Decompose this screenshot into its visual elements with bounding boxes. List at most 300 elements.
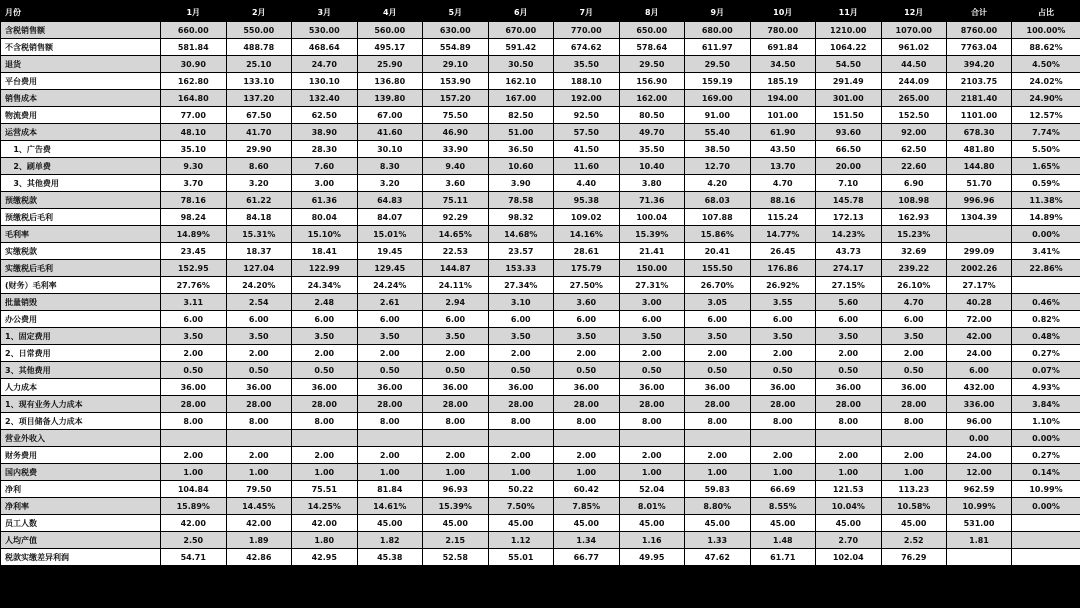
row-label-cell: 毛利率 xyxy=(1,226,161,243)
table-cell: 35.50 xyxy=(619,141,685,158)
table-cell: 2.00 xyxy=(619,345,685,362)
table-cell: 2.00 xyxy=(357,447,423,464)
table-cell: 61.90 xyxy=(750,124,816,141)
table-cell: 36.00 xyxy=(226,379,292,396)
table-cell: 101.00 xyxy=(750,107,816,124)
table-cell: 41.60 xyxy=(357,124,423,141)
table-cell: 1.00 xyxy=(685,464,751,481)
table-cell: 14.45% xyxy=(226,498,292,515)
table-cell: 15.31% xyxy=(226,226,292,243)
table-cell: 15.23% xyxy=(881,226,947,243)
table-row xyxy=(1,549,1080,566)
table-cell: 132.40 xyxy=(292,90,358,107)
header-cell: 4月 xyxy=(357,3,423,22)
table-cell: 66.50 xyxy=(816,141,882,158)
row-label-cell: 3、其他费用 xyxy=(1,362,161,379)
table-cell: 45.00 xyxy=(816,515,882,532)
table-row xyxy=(1,464,1080,481)
table-cell: 8.00 xyxy=(226,413,292,430)
table-cell xyxy=(226,430,292,447)
table-cell: 155.50 xyxy=(685,260,751,277)
table-cell: 26.92% xyxy=(750,277,816,294)
table-cell: 3.50 xyxy=(750,328,816,345)
table-cell: 28.00 xyxy=(357,396,423,413)
table-cell xyxy=(357,430,423,447)
header-cell: 7月 xyxy=(554,3,620,22)
table-cell: 1.00 xyxy=(292,464,358,481)
table-cell xyxy=(1012,277,1080,294)
table-cell: 30.90 xyxy=(161,56,227,73)
table-cell: 8760.00 xyxy=(947,22,1012,39)
table-cell: 2.61 xyxy=(357,294,423,311)
table-cell: 129.45 xyxy=(357,260,423,277)
table-cell: 78.16 xyxy=(161,192,227,209)
table-row xyxy=(1,141,1080,158)
header-cell: 占比 xyxy=(1012,3,1080,22)
row-label-cell: 净利率 xyxy=(1,498,161,515)
table-cell: 9.40 xyxy=(423,158,489,175)
row-label-cell: 财务费用 xyxy=(1,447,161,464)
row-label-cell: 2、刷单费 xyxy=(1,158,161,175)
table-cell: 301.00 xyxy=(816,90,882,107)
row-label-cell: 退货 xyxy=(1,56,161,73)
table-cell: 674.62 xyxy=(554,39,620,56)
table-cell: 185.19 xyxy=(750,73,816,90)
row-label-cell: 营业外收入 xyxy=(1,430,161,447)
table-cell: 15.86% xyxy=(685,226,751,243)
table-cell: 188.10 xyxy=(554,73,620,90)
table-cell: 167.00 xyxy=(488,90,554,107)
table-cell: 0.46% xyxy=(1012,294,1080,311)
table-cell: 36.00 xyxy=(750,379,816,396)
table-cell: 23.45 xyxy=(161,243,227,260)
table-cell: 29.50 xyxy=(685,56,751,73)
table-cell: 25.90 xyxy=(357,56,423,73)
table-cell: 50.22 xyxy=(488,481,554,498)
table-cell: 0.27% xyxy=(1012,447,1080,464)
table-cell: 13.70 xyxy=(750,158,816,175)
table-cell: 139.80 xyxy=(357,90,423,107)
table-cell: 194.00 xyxy=(750,90,816,107)
table-cell: 49.70 xyxy=(619,124,685,141)
table-cell: 7.74% xyxy=(1012,124,1080,141)
table-cell: 14.77% xyxy=(750,226,816,243)
table-cell: 10.60 xyxy=(488,158,554,175)
table-cell: 100.00% xyxy=(1012,22,1080,39)
table-cell: 1.65% xyxy=(1012,158,1080,175)
table-cell: 0.07% xyxy=(1012,362,1080,379)
table-cell xyxy=(1012,515,1080,532)
table-cell: 660.00 xyxy=(161,22,227,39)
table-cell: 24.00 xyxy=(947,345,1012,362)
table-row xyxy=(1,226,1080,243)
table-cell: 22.53 xyxy=(423,243,489,260)
header-cell: 10月 xyxy=(750,3,816,22)
table-cell: 6.00 xyxy=(226,311,292,328)
table-cell: 41.50 xyxy=(554,141,620,158)
table-cell: 28.00 xyxy=(554,396,620,413)
table-cell: 3.84% xyxy=(1012,396,1080,413)
row-label-cell: 员工人数 xyxy=(1,515,161,532)
table-cell: 0.00 xyxy=(947,430,1012,447)
table-cell: 54.50 xyxy=(816,56,882,73)
row-label-cell: 3、其他费用 xyxy=(1,175,161,192)
table-cell: 35.50 xyxy=(554,56,620,73)
table-cell: 84.07 xyxy=(357,209,423,226)
table-row xyxy=(1,107,1080,124)
table-cell: 2.00 xyxy=(226,345,292,362)
table-cell: 42.00 xyxy=(226,515,292,532)
table-cell xyxy=(750,430,816,447)
table-row xyxy=(1,379,1080,396)
table-cell: 29.10 xyxy=(423,56,489,73)
table-cell: 1210.00 xyxy=(816,22,882,39)
table-cell: 3.05 xyxy=(685,294,751,311)
table-cell: 961.02 xyxy=(881,39,947,56)
table-cell: 40.28 xyxy=(947,294,1012,311)
table-cell: 274.17 xyxy=(816,260,882,277)
table-cell: 88.16 xyxy=(750,192,816,209)
table-cell: 10.99% xyxy=(1012,481,1080,498)
table-row xyxy=(1,73,1080,90)
table-cell: 64.83 xyxy=(357,192,423,209)
table-cell: 0.50 xyxy=(881,362,947,379)
header-cell: 合计 xyxy=(947,3,1012,22)
table-cell: 47.62 xyxy=(685,549,751,566)
table-cell: 2103.75 xyxy=(947,73,1012,90)
table-cell: 678.30 xyxy=(947,124,1012,141)
table-cell: 14.65% xyxy=(423,226,489,243)
table-cell: 115.24 xyxy=(750,209,816,226)
table-cell: 3.11 xyxy=(161,294,227,311)
table-row xyxy=(1,158,1080,175)
row-label-cell: 平台费用 xyxy=(1,73,161,90)
table-cell: 26.10% xyxy=(881,277,947,294)
row-label-cell: 物流费用 xyxy=(1,107,161,124)
table-row xyxy=(1,532,1080,549)
table-cell: 55.40 xyxy=(685,124,751,141)
table-cell: 4.70 xyxy=(881,294,947,311)
row-label-cell: 人力成本 xyxy=(1,379,161,396)
table-cell: 5.60 xyxy=(816,294,882,311)
table-cell: 2.00 xyxy=(292,447,358,464)
table-cell: 2.15 xyxy=(423,532,489,549)
table-cell: 113.23 xyxy=(881,481,947,498)
table-cell: 1.00 xyxy=(357,464,423,481)
table-cell: 28.61 xyxy=(554,243,620,260)
table-cell: 1.16 xyxy=(619,532,685,549)
table-cell: 33.90 xyxy=(423,141,489,158)
table-cell xyxy=(423,430,489,447)
table-cell: 157.20 xyxy=(423,90,489,107)
table-cell: 26.45 xyxy=(750,243,816,260)
table-cell: 3.50 xyxy=(226,328,292,345)
table-cell: 8.00 xyxy=(554,413,620,430)
table-cell: 30.50 xyxy=(488,56,554,73)
table-cell: 2.00 xyxy=(161,447,227,464)
table-cell: 35.10 xyxy=(161,141,227,158)
table-cell: 0.27% xyxy=(1012,345,1080,362)
table-row xyxy=(1,124,1080,141)
table-cell: 77.00 xyxy=(161,107,227,124)
table-cell: 2.00 xyxy=(161,345,227,362)
table-cell: 75.51 xyxy=(292,481,358,498)
table-cell: 25.10 xyxy=(226,56,292,73)
table-cell: 27.76% xyxy=(161,277,227,294)
table-cell: 133.10 xyxy=(226,73,292,90)
table-row xyxy=(1,345,1080,362)
table-cell: 27.17% xyxy=(947,277,1012,294)
table-cell: 12.00 xyxy=(947,464,1012,481)
table-cell: 495.17 xyxy=(357,39,423,56)
table-cell: 10.40 xyxy=(619,158,685,175)
table-cell: 41.70 xyxy=(226,124,292,141)
table-cell: 3.50 xyxy=(816,328,882,345)
header-cell: 8月 xyxy=(619,3,685,22)
table-cell: 144.87 xyxy=(423,260,489,277)
table-cell: 1.00 xyxy=(423,464,489,481)
row-label-cell: 人均产值 xyxy=(1,532,161,549)
table-cell: 121.53 xyxy=(816,481,882,498)
table-cell: 1.00 xyxy=(226,464,292,481)
row-label-cell: 2、日常费用 xyxy=(1,345,161,362)
table-cell: 54.71 xyxy=(161,549,227,566)
table-cell: 2.48 xyxy=(292,294,358,311)
table-cell: 36.00 xyxy=(292,379,358,396)
table-cell: 153.33 xyxy=(488,260,554,277)
table-cell: 0.50 xyxy=(226,362,292,379)
table-cell: 3.60 xyxy=(423,175,489,192)
row-label-cell: 预缴税后毛利 xyxy=(1,209,161,226)
row-label-cell: 实缴税款 xyxy=(1,243,161,260)
table-cell: 22.60 xyxy=(881,158,947,175)
table-cell: 29.90 xyxy=(226,141,292,158)
table-cell: 30.10 xyxy=(357,141,423,158)
table-cell: 8.00 xyxy=(685,413,751,430)
table-cell: 28.30 xyxy=(292,141,358,158)
table-cell: 468.64 xyxy=(292,39,358,56)
table-cell: 36.00 xyxy=(685,379,751,396)
table-cell: 560.00 xyxy=(357,22,423,39)
table-cell: 44.50 xyxy=(881,56,947,73)
table-cell: 20.41 xyxy=(685,243,751,260)
table-cell: 6.00 xyxy=(357,311,423,328)
table-cell: 591.42 xyxy=(488,39,554,56)
table-cell: 0.50 xyxy=(488,362,554,379)
table-cell: 14.68% xyxy=(488,226,554,243)
table-cell: 26.70% xyxy=(685,277,751,294)
table-cell: 42.00 xyxy=(947,328,1012,345)
table-body xyxy=(1,22,1080,566)
row-label-cell: 1、固定费用 xyxy=(1,328,161,345)
table-cell: 2.00 xyxy=(357,345,423,362)
table-row xyxy=(1,430,1080,447)
table-cell: 2.00 xyxy=(685,447,751,464)
table-cell: 11.38% xyxy=(1012,192,1080,209)
table-cell: 14.89% xyxy=(161,226,227,243)
table-cell: 578.64 xyxy=(619,39,685,56)
table-cell: 61.36 xyxy=(292,192,358,209)
table-cell: 24.20% xyxy=(226,277,292,294)
table-cell: 0.50 xyxy=(685,362,751,379)
table-cell: 36.00 xyxy=(488,379,554,396)
row-label-cell: 不含税销售额 xyxy=(1,39,161,56)
header-cell: 9月 xyxy=(685,3,751,22)
table-cell: 32.69 xyxy=(881,243,947,260)
table-cell: 6.00 xyxy=(161,311,227,328)
table-cell: 164.80 xyxy=(161,90,227,107)
table-cell: 152.95 xyxy=(161,260,227,277)
table-cell: 10.04% xyxy=(816,498,882,515)
table-cell: 3.50 xyxy=(488,328,554,345)
table-cell: 8.00 xyxy=(357,413,423,430)
table-cell: 68.03 xyxy=(685,192,751,209)
table-cell: 1.00 xyxy=(619,464,685,481)
table-cell: 0.50 xyxy=(619,362,685,379)
table-cell: 20.00 xyxy=(816,158,882,175)
row-label-cell: 销售成本 xyxy=(1,90,161,107)
table-cell: 55.01 xyxy=(488,549,554,566)
header-cell: 3月 xyxy=(292,3,358,22)
table-cell: 36.00 xyxy=(423,379,489,396)
table-cell: 60.42 xyxy=(554,481,620,498)
table-cell: 650.00 xyxy=(619,22,685,39)
table-cell: 2.52 xyxy=(881,532,947,549)
table-cell: 11.60 xyxy=(554,158,620,175)
table-cell: 4.20 xyxy=(685,175,751,192)
table-cell: 12.57% xyxy=(1012,107,1080,124)
table-cell: 24.02% xyxy=(1012,73,1080,90)
table-cell: 169.00 xyxy=(685,90,751,107)
row-label-cell: 预缴税款 xyxy=(1,192,161,209)
table-cell: 1.48 xyxy=(750,532,816,549)
table-header-row xyxy=(1,3,1080,22)
table-cell: 630.00 xyxy=(423,22,489,39)
table-cell: 0.48% xyxy=(1012,328,1080,345)
table-cell: 18.41 xyxy=(292,243,358,260)
table-cell: 45.00 xyxy=(619,515,685,532)
table-cell: 6.00 xyxy=(750,311,816,328)
table-cell: 75.50 xyxy=(423,107,489,124)
row-label-cell: 2、项目储备人力成本 xyxy=(1,413,161,430)
table-cell: 8.30 xyxy=(357,158,423,175)
table-cell: 1304.39 xyxy=(947,209,1012,226)
table-cell: 34.50 xyxy=(750,56,816,73)
table-cell: 3.50 xyxy=(619,328,685,345)
table-cell: 2.00 xyxy=(292,345,358,362)
table-cell: 531.00 xyxy=(947,515,1012,532)
table-cell: 3.41% xyxy=(1012,243,1080,260)
table-cell: 2.94 xyxy=(423,294,489,311)
profit-table xyxy=(0,2,1080,566)
table-cell: 6.00 xyxy=(619,311,685,328)
table-cell: 1.10% xyxy=(1012,413,1080,430)
table-cell: 3.55 xyxy=(750,294,816,311)
table-cell: 3.50 xyxy=(357,328,423,345)
table-cell: 6.00 xyxy=(685,311,751,328)
table-cell: 145.78 xyxy=(816,192,882,209)
table-cell: 62.50 xyxy=(881,141,947,158)
table-cell: 21.41 xyxy=(619,243,685,260)
table-cell: 8.00 xyxy=(423,413,489,430)
table-cell: 36.00 xyxy=(816,379,882,396)
table-cell: 8.00 xyxy=(161,413,227,430)
table-cell: 10.58% xyxy=(881,498,947,515)
table-cell: 2.00 xyxy=(816,447,882,464)
table-cell: 93.60 xyxy=(816,124,882,141)
table-cell: 72.00 xyxy=(947,311,1012,328)
header-cell: 1月 xyxy=(161,3,227,22)
table-cell: 52.58 xyxy=(423,549,489,566)
table-cell: 4.50% xyxy=(1012,56,1080,73)
table-cell: 14.61% xyxy=(357,498,423,515)
table-cell: 27.31% xyxy=(619,277,685,294)
table-cell: 7.85% xyxy=(554,498,620,515)
table-row xyxy=(1,175,1080,192)
table-cell xyxy=(685,430,751,447)
table-cell: 23.57 xyxy=(488,243,554,260)
table-cell: 8.00 xyxy=(881,413,947,430)
table-cell: 24.24% xyxy=(357,277,423,294)
table-cell: 36.00 xyxy=(357,379,423,396)
table-cell: 28.00 xyxy=(685,396,751,413)
table-cell: 59.83 xyxy=(685,481,751,498)
table-cell: 1.89 xyxy=(226,532,292,549)
table-cell: 962.59 xyxy=(947,481,1012,498)
table-cell: 2.00 xyxy=(881,447,947,464)
row-label-cell: 净利 xyxy=(1,481,161,498)
table-cell: 144.80 xyxy=(947,158,1012,175)
table-cell: 66.77 xyxy=(554,549,620,566)
header-cell: 2月 xyxy=(226,3,292,22)
table-cell: 0.50 xyxy=(161,362,227,379)
table-cell: 7.10 xyxy=(816,175,882,192)
table-cell: 996.96 xyxy=(947,192,1012,209)
table-cell: 150.00 xyxy=(619,260,685,277)
table-cell: 2.00 xyxy=(685,345,751,362)
table-cell: 3.50 xyxy=(292,328,358,345)
table-cell: 36.00 xyxy=(881,379,947,396)
table-cell: 24.00 xyxy=(947,447,1012,464)
table-cell: 0.82% xyxy=(1012,311,1080,328)
table-cell: 780.00 xyxy=(750,22,816,39)
table-cell: 6.00 xyxy=(816,311,882,328)
table-cell: 6.00 xyxy=(292,311,358,328)
table-cell: 43.50 xyxy=(750,141,816,158)
table-cell: 3.50 xyxy=(881,328,947,345)
table-cell: 24.11% xyxy=(423,277,489,294)
table-cell: 79.50 xyxy=(226,481,292,498)
table-cell xyxy=(1012,532,1080,549)
table-cell: 15.01% xyxy=(357,226,423,243)
table-cell: 3.80 xyxy=(619,175,685,192)
table-cell: 7763.04 xyxy=(947,39,1012,56)
table-cell: 24.70 xyxy=(292,56,358,73)
table-cell: 67.00 xyxy=(357,107,423,124)
table-cell: 3.00 xyxy=(619,294,685,311)
table-cell: 36.00 xyxy=(161,379,227,396)
row-label-cell: 办公费用 xyxy=(1,311,161,328)
table-cell: 3.70 xyxy=(161,175,227,192)
table-cell: 0.50 xyxy=(357,362,423,379)
table-cell: 0.50 xyxy=(554,362,620,379)
table-cell xyxy=(1012,549,1080,566)
table-cell: 2.54 xyxy=(226,294,292,311)
table-cell: 67.50 xyxy=(226,107,292,124)
table-cell: 28.00 xyxy=(816,396,882,413)
table-cell: 2.00 xyxy=(423,447,489,464)
table-cell: 3.10 xyxy=(488,294,554,311)
